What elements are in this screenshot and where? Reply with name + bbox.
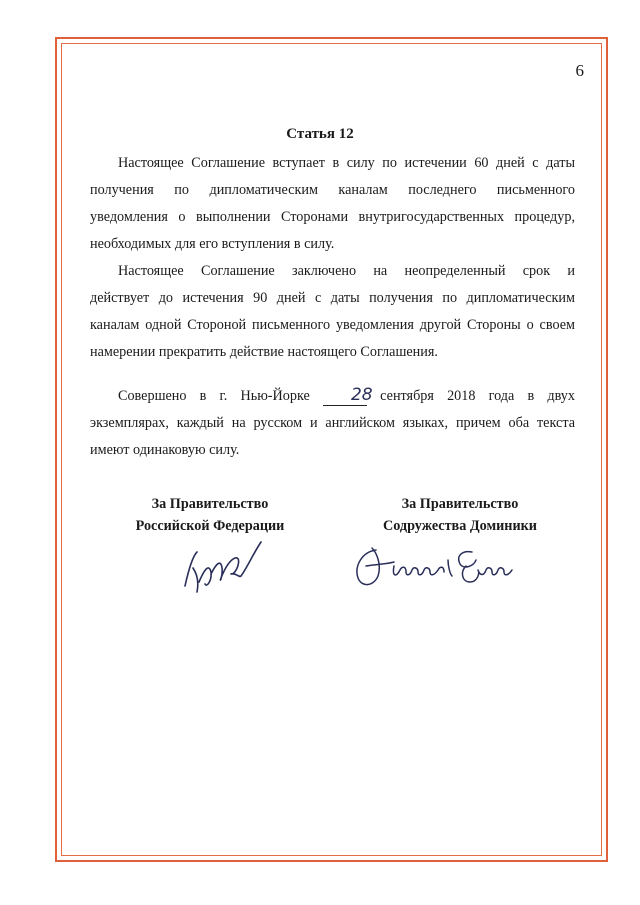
signatory-dominica bbox=[340, 493, 580, 537]
date-month-year-text: сентября 2018 года в двух bbox=[380, 388, 575, 404]
signatory-line2: Российской Федерации bbox=[135, 518, 285, 534]
paragraph-line: экземплярах, каждый на русском и английском языках, причем оба текста bbox=[90, 415, 575, 431]
page-number: 6 bbox=[575, 61, 584, 80]
done-at-text: Совершено в г. Нью-Йорке bbox=[118, 388, 310, 404]
handwritten-date: 28 bbox=[323, 388, 367, 402]
paragraph-line: действует до истечения 90 дней с даты получения по дипломатическим bbox=[90, 290, 575, 306]
article-heading: Статья 12 bbox=[286, 126, 354, 142]
signatory-russia bbox=[90, 493, 330, 537]
paragraph-line: Настоящее Соглашение заключено на неопределенный срок и bbox=[118, 263, 575, 279]
paragraph-line: Настоящее Соглашение вступает в силу по истечении 60 дней с даты bbox=[118, 155, 575, 171]
paragraph-line: уведомления о выполнении Сторонами внутригосударственных процедур, bbox=[90, 209, 575, 225]
paragraph-line: получения по дипломатическим каналам последнего письменного bbox=[90, 182, 575, 198]
signatory-line1: За Правительство bbox=[401, 496, 519, 512]
signatory-line1: За Правительство bbox=[151, 496, 269, 512]
signature-dominica bbox=[348, 542, 518, 592]
paragraph-entry-into-force bbox=[90, 150, 575, 258]
signature-russia bbox=[175, 538, 275, 600]
paragraph-line: каналам одной Стороной письменного уведомления другой Стороны о своем bbox=[90, 317, 575, 333]
paragraph-line-last: намерении прекратить действие настоящего Соглашения. bbox=[90, 344, 438, 360]
paragraph-duration bbox=[90, 258, 575, 366]
signatory-line2: Содружества Доминики bbox=[383, 518, 537, 534]
paragraph-line-date bbox=[90, 383, 575, 410]
paragraph-line-last: необходимых для его вступления в силу. bbox=[90, 236, 335, 252]
paragraph-line-last: имеют одинаковую силу. bbox=[90, 442, 240, 458]
paragraph-done-at bbox=[90, 383, 575, 464]
